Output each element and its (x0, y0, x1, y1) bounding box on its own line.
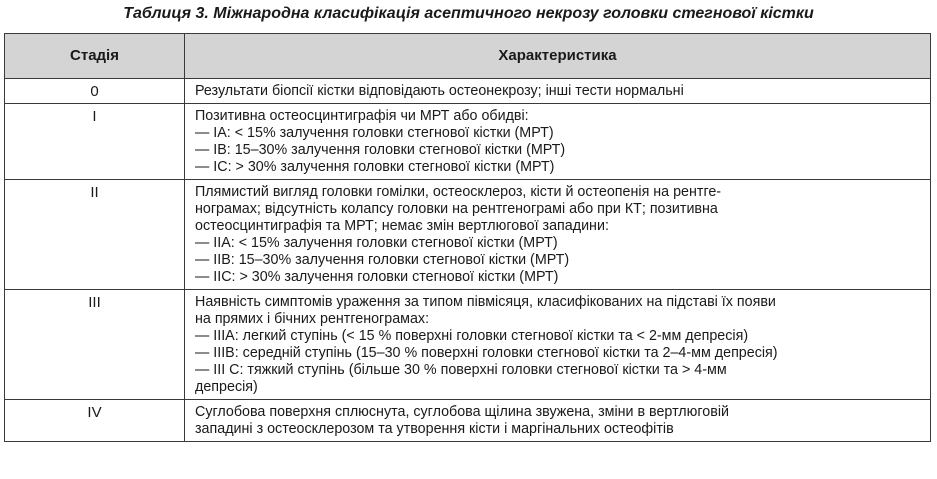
characteristic-line: нограмах; відсутність колапсу головки на рентгенограмі або при КТ; позитивна (195, 201, 718, 217)
characteristic-cell (185, 79, 931, 104)
characteristic-cell (185, 180, 931, 290)
classification-table (4, 33, 931, 442)
characteristic-cell (185, 290, 931, 400)
stage-cell: III (5, 290, 185, 400)
characteristic-line: — IIIB: середній ступінь (15–30 % поверхні головки стегнової кістки та 2–4-мм депресія) (195, 345, 778, 361)
characteristic-line: Результати біопсії кістки відповідають остеонекрозу; інші тести нормальні (195, 83, 684, 99)
characteristic-line: — III C: тяжкий ступінь (більше 30 % поверхні головки стегнової кістки та > 4-мм (195, 362, 727, 378)
characteristic-line: Плямистий вигляд головки гомілки, остеосклероз, кісти й остеопенія на рентге- (195, 184, 722, 200)
table-row (5, 400, 931, 442)
characteristic-line: депресія) (195, 379, 258, 395)
characteristic-cell (185, 400, 931, 442)
characteristic-line: западині з остеосклерозом та утворення кісти і маргінальних остеофітів (195, 421, 674, 437)
stage-cell: IV (5, 400, 185, 442)
stage-cell: II (5, 180, 185, 290)
table-header-row (5, 34, 931, 79)
table-row (5, 104, 931, 180)
table-row (5, 79, 931, 104)
table-body (5, 79, 931, 442)
characteristic-line: — IC: > 30% залучення головки стегнової кістки (МРТ) (195, 159, 555, 175)
characteristic-line: — IIB: 15–30% залучення головки стегнової кістки (МРТ) (195, 252, 570, 268)
characteristic-line: на прямих і бічних рентгенограмах: (195, 311, 430, 327)
characteristic-line: — IIA: < 15% залучення головки стегнової кістки (МРТ) (195, 235, 558, 251)
characteristic-line: остеосцинтиграфія та МРТ; немає змін вертлюгової западини: (195, 218, 609, 234)
header-characteristic: Характеристика (185, 34, 931, 79)
characteristic-line: — IA: < 15% залучення головки стегнової кістки (МРТ) (195, 125, 554, 141)
table-caption: Таблиця 3. Міжнародна класифікація асептичного некрозу головки стегнової кістки (123, 5, 814, 22)
characteristic-cell (185, 104, 931, 180)
characteristic-line: Суглобова поверхня сплюснута, суглобова щілина звужена, зміни в вертлюговій (195, 404, 729, 420)
characteristic-line: — IB: 15–30% залучення головки стегнової кістки (МРТ) (195, 142, 566, 158)
header-stage: Стадія (5, 34, 185, 79)
characteristic-line: — IIIA: легкий ступінь (< 15 % поверхні головки стегнової кістки та < 2-мм депресія) (195, 328, 749, 344)
characteristic-line: Наявність симптомів ураження за типом півмісяця, класифікованих на підставі їх появи (195, 294, 776, 310)
characteristic-line: — IIC: > 30% залучення головки стегнової кістки (МРТ) (195, 269, 559, 285)
table-row (5, 180, 931, 290)
stage-cell: I (5, 104, 185, 180)
characteristic-line: Позитивна остеосцинтиграфія чи МРТ або обидві: (195, 108, 529, 124)
table-row (5, 290, 931, 400)
stage-cell: 0 (5, 79, 185, 104)
